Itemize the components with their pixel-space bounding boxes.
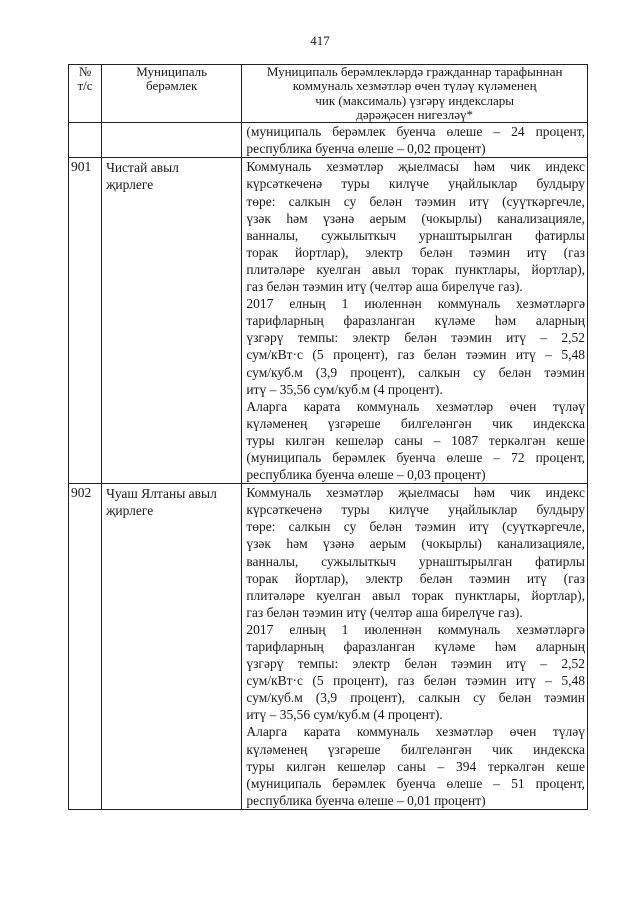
text-line: Коммуналь хезмәтләр җыелмасы һәм чик индекс: [246, 485, 585, 501]
table-row: [69, 484, 588, 810]
header-description: [242, 65, 588, 123]
text-line: Коммуналь хезмәтләр җыелмасы һәм чик индекс: [246, 159, 585, 175]
description-paragraph: [246, 295, 585, 398]
row-municipality: [102, 158, 242, 484]
text-line: Аларга карата коммуналь хезмәтләр өчен түләү: [246, 724, 585, 740]
text-line: үзгәрү темпы: электр белән тәэмин итү – 2,52: [246, 330, 585, 346]
text-line: торак йортлар), электр белән тәэмин итү (газ: [246, 570, 585, 586]
description-paragraph: [246, 484, 585, 621]
text-line: тарифларның фаразланган күләме һәм аларның: [246, 313, 585, 329]
continuation-text: [242, 123, 588, 158]
text-line: чик (максималь) үзгәрү индекслары: [315, 92, 514, 108]
text-line: төре: салкын су белән тәэмин итү (суүткәргечле,: [246, 193, 585, 209]
description-paragraph: [246, 158, 585, 295]
text-line: күрсәткеченә туры килүче уңайлыклар булдыру: [246, 176, 585, 192]
text-line: (муниципаль берәмлек буенча өлеше – 24 процент,: [246, 124, 585, 140]
header-number: [69, 65, 102, 123]
row-municipality: [102, 484, 242, 810]
text-line: сум/кВт·с (5 процент), газ белән тәэмин итү – 5,48: [246, 673, 585, 689]
text-line: сум/куб.м (3,9 процент), салкын су белән тәэмин: [246, 690, 585, 706]
text-line: Чистай авыл: [106, 160, 179, 176]
text-line: торак йортлар), электр белән тәэмин итү (газ: [246, 244, 585, 260]
text-line: җирлеге: [106, 177, 154, 193]
text-line: плитәләре куелган авыл торак пунктлары, йортлар),: [246, 587, 585, 603]
description-paragraph: [246, 621, 585, 724]
continuation-row: [69, 123, 588, 158]
text-line: берәмлек: [146, 78, 198, 94]
text-line: сум/кВт·с (5 процент), газ белән тәэмин итү – 5,48: [246, 347, 585, 363]
text-line: (муниципаль берәмлек буенча өлеше – 72 процент,: [246, 449, 585, 465]
text-line: республика буенча өлеше – 0,03 процент): [246, 467, 486, 483]
row-number: 902: [69, 484, 102, 810]
text-line: ванналы, сужылыткыч урнаштырылган фатирлы: [246, 553, 585, 569]
text-line: туры килгән кешеләр саны – 394 теркәлгән кеше: [246, 758, 585, 774]
text-line: сум/куб.м (3,9 процент), салкын су белән тәэмин: [246, 364, 585, 380]
text-line: плитәләре куелган авыл торак пунктлары, йортлар),: [246, 261, 585, 277]
text-line: үзәк һәм үзәнә аерым (чокырлы) канализацияле,: [246, 210, 585, 226]
text-line: тарифларның фаразланган күләме һәм аларның: [246, 639, 585, 654]
text-line: газ белән тәэмин итү (челтәр аша бирелүче газ).: [246, 279, 523, 295]
text-line: газ белән тәэмин итү (челтәр аша бирелүче газ).: [246, 604, 523, 620]
row-number: 901: [69, 158, 102, 484]
tariff-index-table: [68, 64, 588, 810]
text-line: 2017 елның 1 июленнән коммуналь хезмәтләргә: [246, 621, 585, 637]
text-line: (муниципаль берәмлек буенча өлеше – 51 процент,: [246, 775, 585, 791]
text-line: үзәк һәм үзәнә аерым (чокырлы) канализацияле,: [246, 536, 585, 552]
text-line: Чуаш Ялтаны авыл: [106, 486, 217, 502]
text-line: дәрәҗәсен нигезләү*: [356, 106, 474, 122]
table-header-row: [69, 65, 588, 123]
text-line: №: [78, 64, 92, 79]
continuation-number: [69, 123, 102, 158]
text-line: республика буенча өлеше – 0,01 процент): [246, 792, 486, 808]
text-line: Аларга карата коммуналь хезмәтләр өчен түләү: [246, 398, 585, 414]
text-line: Муниципаль: [136, 64, 208, 79]
description-paragraph: [246, 723, 585, 808]
text-line: республика буенча өлеше – 0,02 процент): [246, 141, 486, 157]
table-row: [69, 158, 588, 484]
continuation-paragraph: [246, 123, 585, 157]
page-number: 417: [310, 33, 330, 48]
text-line: күрсәткеченә туры килүче уңайлыклар булдыру: [246, 502, 585, 518]
text-line: күләменең үзгәреше билгеләнгән чик индекска: [246, 415, 585, 431]
text-line: 2017 елның 1 июленнән коммуналь хезмәтләргә: [246, 296, 585, 312]
text-line: итү – 35,56 сум/куб.м (4 процент).: [246, 381, 443, 397]
text-line: төре: салкын су белән тәэмин итү (суүткәргечле,: [246, 519, 585, 535]
text-line: ванналы, сужылыткыч урнаштырылган фатирлы: [246, 227, 585, 243]
description-paragraph: [246, 398, 585, 483]
text-line: күләменең үзгәреше билгеләнгән чик индекска: [246, 741, 585, 757]
text-line: коммуналь хезмәтләр өчен түләү күләменең: [292, 78, 537, 94]
text-line: т/с: [77, 78, 93, 94]
text-line: җирлеге: [106, 503, 154, 519]
text-line: итү – 35,56 сум/куб.м (4 процент).: [246, 707, 443, 723]
row-description: [242, 484, 588, 810]
header-municipality: [102, 65, 242, 123]
text-line: туры килгән кешеләр саны – 1087 теркәлгән кеше: [246, 432, 585, 448]
text-line: үзгәрү темпы: электр белән тәэмин итү – 2,52: [246, 656, 585, 672]
row-description: [242, 158, 588, 484]
continuation-name: [102, 123, 242, 158]
text-line: Муниципаль берәмлекләрдә гражданнар тарафыннан: [266, 64, 563, 79]
